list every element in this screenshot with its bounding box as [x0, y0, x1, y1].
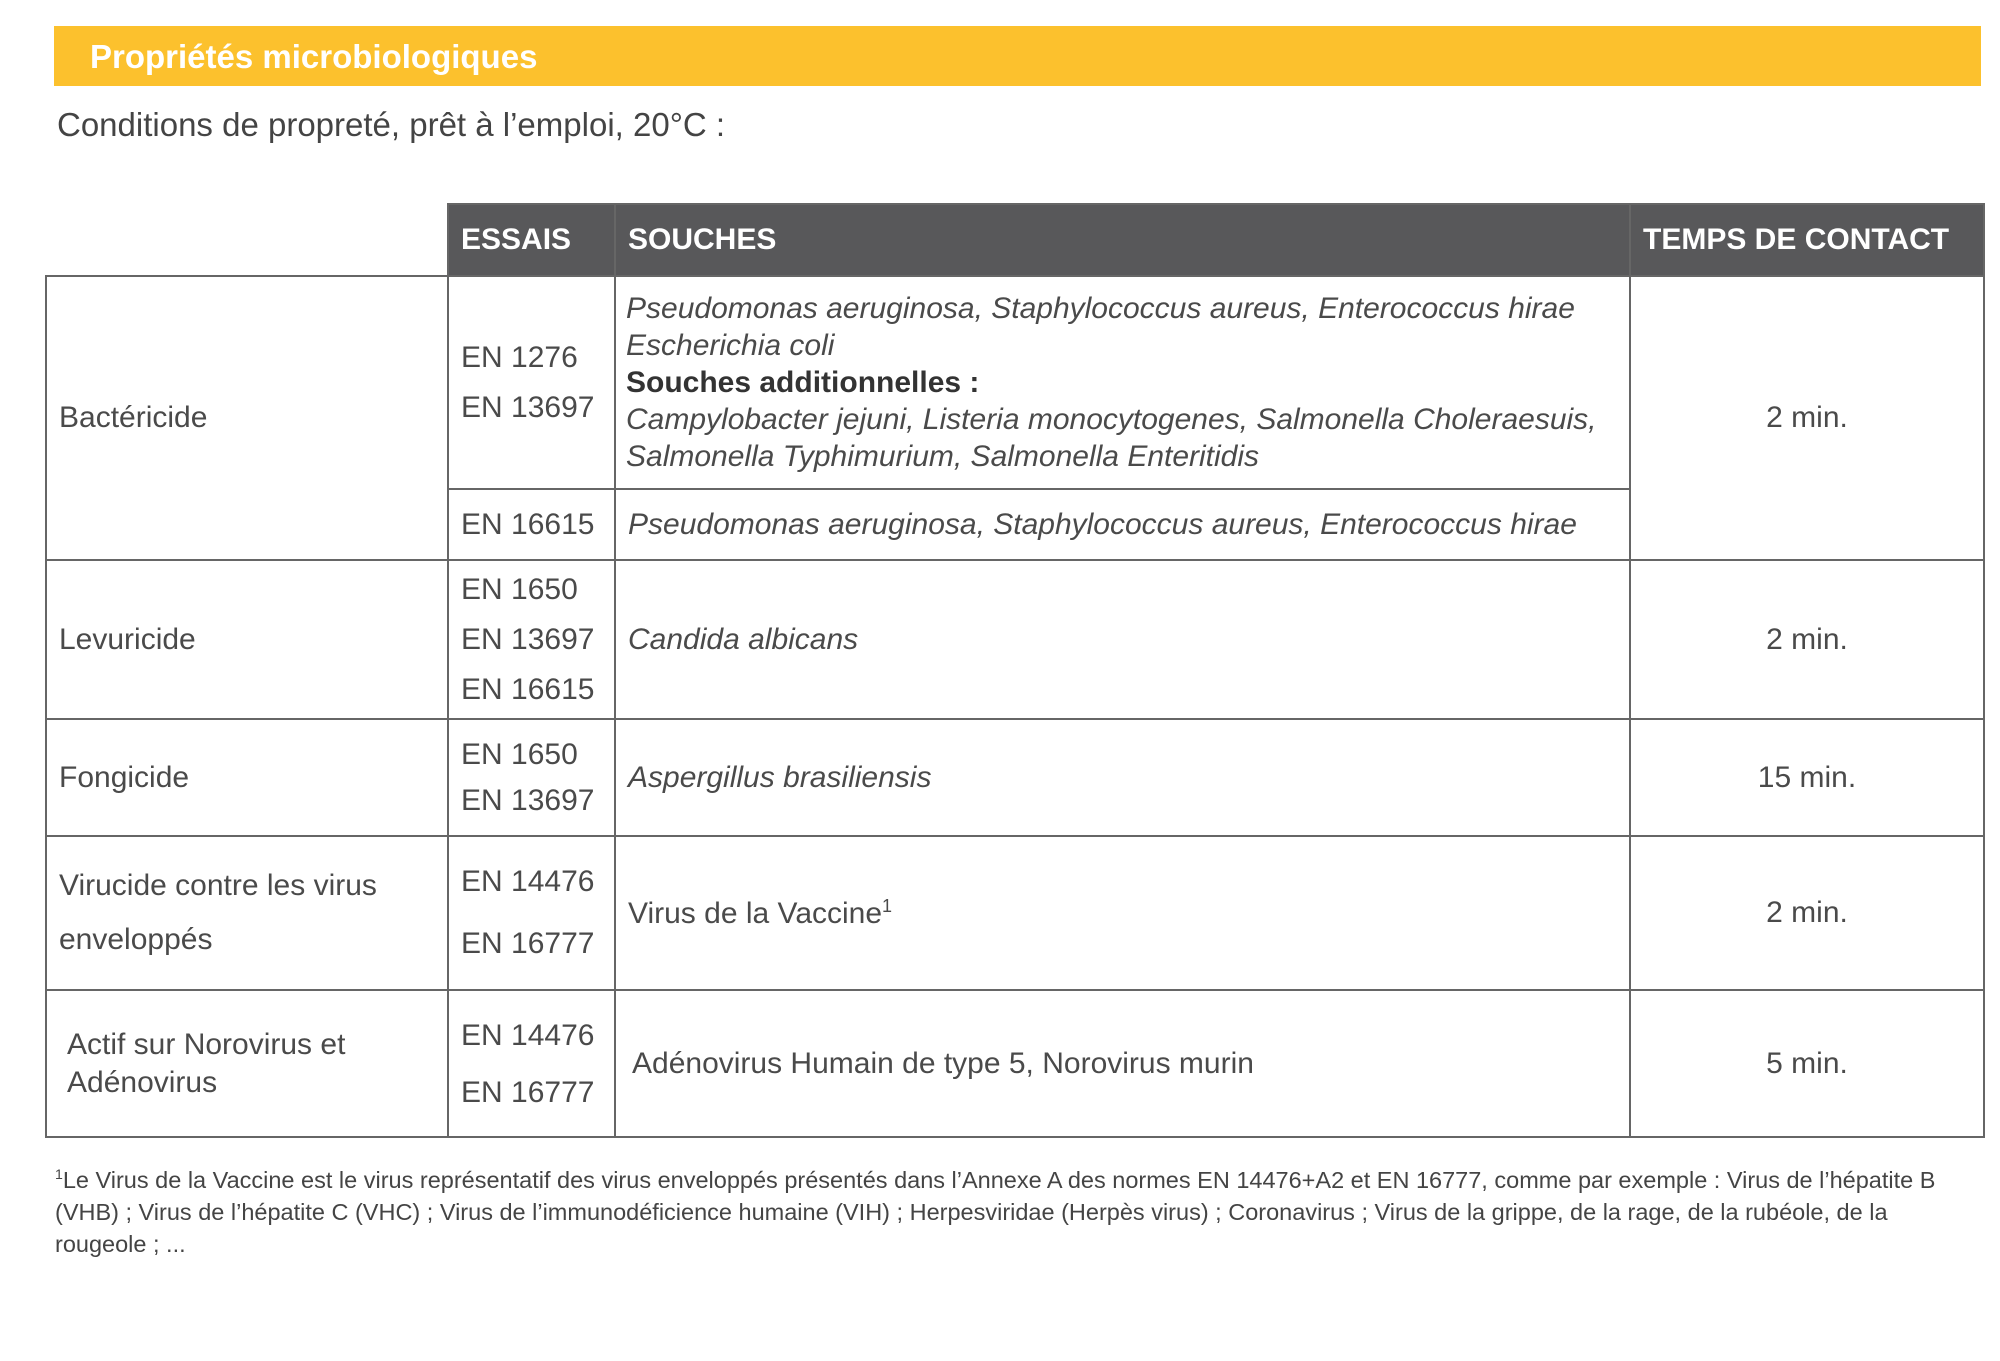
contact-time-cell: 2 min.	[1630, 560, 1984, 719]
footnote-ref: 1	[882, 895, 893, 916]
section-title: Propriétés microbiologiques	[90, 38, 538, 75]
souche-text: Virus de la Vaccine	[628, 896, 883, 930]
table-row	[46, 990, 1984, 1137]
activity-cell: Virucide contre les virus enveloppés	[46, 836, 448, 990]
essai: EN 1650	[461, 737, 578, 771]
table-row	[46, 836, 1984, 990]
souche-line: Pseudomonas aeruginosa, Staphylococcus aureus, Enterococcus hirae	[626, 292, 1575, 325]
table-row	[46, 560, 1984, 719]
souches-cell	[615, 836, 1630, 990]
essai: EN 13697	[461, 390, 595, 424]
souche-line: Campylobacter jejuni, Listeria monocytogenes, Salmonella Choleraesuis,	[626, 403, 1597, 436]
essai: EN 13697	[461, 622, 595, 656]
activity-cell: Actif sur Norovirus et Adénovirus	[46, 990, 448, 1137]
table-header-row	[46, 204, 1984, 276]
souches-cell: Pseudomonas aeruginosa, Staphylococcus aureus, Enterococcus hirae	[615, 489, 1630, 560]
essai: EN 1650	[461, 572, 578, 606]
essais-cell	[448, 990, 615, 1137]
souches-cell: Adénovirus Humain de type 5, Norovirus murin	[615, 990, 1630, 1137]
activity-cell: Bactéricide	[46, 276, 448, 560]
contact-time-cell: 2 min.	[1630, 836, 1984, 990]
essai: EN 16777	[461, 927, 595, 960]
essais-cell: EN 16615	[448, 489, 615, 560]
essais-cell	[448, 276, 615, 489]
souches-cell: Candida albicans	[615, 560, 1630, 719]
header-temps-de-contact: TEMPS DE CONTACT	[1630, 204, 1984, 276]
conditions-subtitle: Conditions de propreté, prêt à l’emploi, 20°C :	[57, 106, 726, 143]
contact-time-cell: 15 min.	[1630, 719, 1984, 836]
footnote	[55, 1158, 1975, 1260]
microbiological-properties-table	[45, 203, 1985, 1138]
footnote-text: Le Virus de la Vaccine est le virus représentatif des virus enveloppés présentés dans l’Annexe A des normes EN 14476+A2 et EN 16777, comme par exemple : Virus de l’hépatite B (VHB) ; Virus de l’hépatite C (VHC) ; Virus de l’immunodéficience humaine (VIH) ; Herpesviridae (Herpès virus) ; Coronavirus ; Virus de la grippe, de la rage, de la rubéole, de la rougeole ; ...	[55, 1166, 1936, 1257]
header-empty-cell	[46, 204, 448, 276]
souches-cell: Aspergillus brasiliensis	[615, 719, 1630, 836]
section-banner	[54, 26, 1981, 86]
souche-line: Escherichia coli	[626, 329, 835, 362]
table-row	[46, 276, 1984, 489]
souches-cell	[615, 276, 1630, 489]
header-souches: SOUCHES	[615, 204, 1630, 276]
essai: EN 16777	[461, 1075, 595, 1109]
activity-cell: Fongicide	[46, 719, 448, 836]
essai: EN 14476	[461, 1018, 595, 1052]
essai: EN 16615	[461, 672, 595, 706]
contact-time-cell: 5 min.	[1630, 990, 1984, 1137]
table-row	[46, 719, 1984, 836]
essai: EN 13697	[461, 783, 595, 817]
souche-line: Salmonella Typhimurium, Salmonella Enteritidis	[626, 440, 1260, 473]
footnote-marker: 1	[55, 1166, 63, 1182]
contact-time-cell: 2 min.	[1630, 276, 1984, 560]
essai: EN 14476	[461, 865, 595, 898]
activity-cell: Levuricide	[46, 560, 448, 719]
essais-cell	[448, 560, 615, 719]
header-essais: ESSAIS	[448, 204, 615, 276]
essais-cell	[448, 836, 615, 990]
essais-cell	[448, 719, 615, 836]
essai: EN 1276	[461, 340, 578, 374]
additional-strains-label: Souches additionnelles :	[626, 366, 980, 399]
